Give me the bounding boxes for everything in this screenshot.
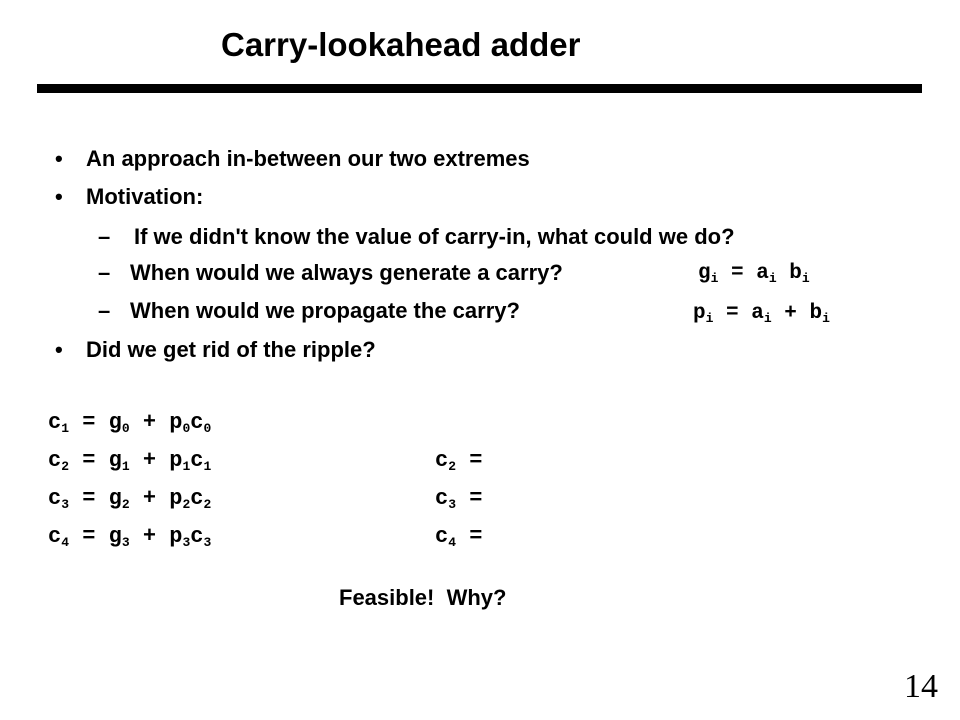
bullet-marker: •	[55, 337, 63, 362]
bullet-approach: An approach in-between our two extremes	[86, 146, 530, 171]
bullet-marker: •	[55, 184, 63, 209]
sub-generate: When would we always generate a carry?	[130, 260, 563, 285]
propagate-equation: $p_i = a_i + b_i$	[693, 302, 830, 326]
carry-expand-c3: $c_3$ =	[435, 486, 483, 512]
feasible-note: Feasible! Why?	[339, 585, 507, 610]
sub-carry-in: If we didn't know the value of carry-in, what could we do?	[134, 224, 735, 249]
carry-equation-c3: $c_3 = g_2 + p_2c_2$	[48, 486, 212, 512]
bullet-marker: •	[55, 146, 63, 171]
generate-equation: $g_i = a_i$ $b_i$	[698, 262, 810, 286]
carry-expand-c2: $c_2$ =	[435, 448, 483, 474]
carry-equation-c4: $c_4 = g_3 + p_3c_3$	[48, 524, 212, 550]
sub-dash: –	[98, 260, 111, 285]
bullet-ripple: Did we get rid of the ripple?	[86, 337, 376, 362]
carry-expand-c4: $c_4$ =	[435, 524, 483, 550]
carry-equation-c1: $c_1 = g_0 + p_0c_0$	[48, 410, 212, 436]
sub-dash: –	[98, 224, 111, 249]
slide-title: Carry-lookahead adder	[221, 26, 581, 63]
title-underline-rule	[37, 84, 922, 93]
carry-equation-c2: $c_2 = g_1 + p_1c_1$	[48, 448, 212, 474]
bullet-motivation: Motivation:	[86, 184, 204, 209]
page-number: 14	[904, 668, 938, 705]
sub-propagate: When would we propagate the carry?	[130, 298, 520, 323]
sub-dash: –	[98, 298, 111, 323]
